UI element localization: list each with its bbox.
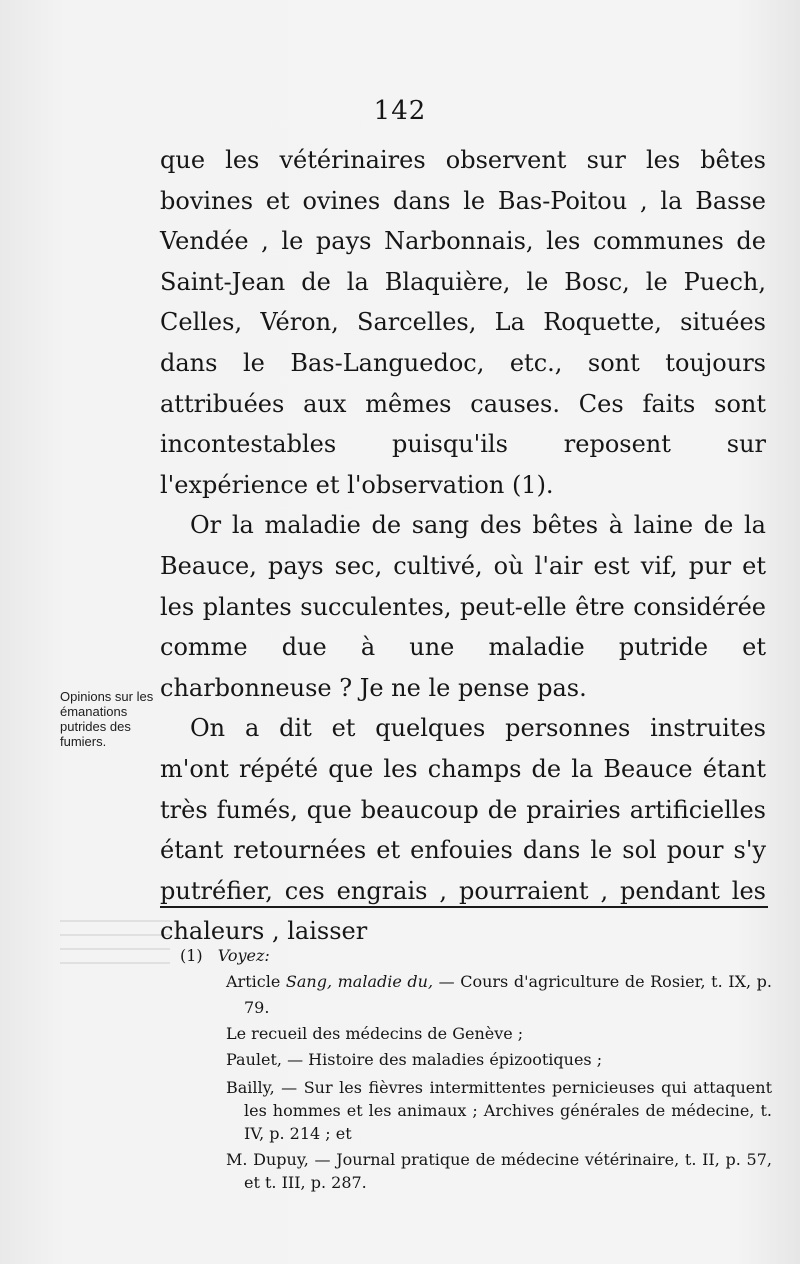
paragraph-3: On a dit et quelques personnes instruites m'ont répété que les champs de la Beauce étant très fumés, que beaucoup de prairies artificielles étant retournées et enfouies dans le sol pour s'y putréfier, ces engrais , pourraient , pendant les chaleurs , laisser bbox=[160, 714, 766, 946]
page-number: 142 bbox=[373, 96, 427, 126]
footnote-item-prefix: Article bbox=[226, 972, 286, 991]
footnote-separator bbox=[160, 906, 768, 908]
footnote-item-rest: — Cours d'agriculture de Rosier, t. IX, p. 79. bbox=[244, 972, 772, 1017]
footnote-lead bbox=[180, 943, 772, 969]
paragraph-2: Or la maladie de sang des bêtes à laine de la Beauce, pays sec, cultivé, où l'air est vif, pur et les plantes succulentes, peut-elle être considérée comme due à une maladie putride et charbonneuse ? Je ne le pense pas. bbox=[160, 511, 766, 702]
main-text bbox=[160, 140, 766, 952]
footnote-item bbox=[180, 1148, 772, 1194]
footnote-item bbox=[180, 1021, 772, 1047]
footnotes bbox=[180, 943, 772, 1194]
footnote-item-prefix: Bailly, — Sur les fièvres intermittentes pernicieuses qui attaquent les hommes et les animaux ; Archives générales de médecine, t. IV, p. 214 ; et bbox=[226, 1078, 772, 1143]
footnote-item-prefix: Le recueil des médecins de Genève ; bbox=[226, 1024, 524, 1043]
footnote-item bbox=[180, 969, 772, 1021]
footnote-item-italic: Sang, maladie du, bbox=[285, 972, 434, 991]
margin-note: Opinions sur les émanations putrides des fumiers. bbox=[60, 689, 154, 749]
bleed-through-artifact bbox=[60, 914, 170, 964]
footnote-marker: (1) bbox=[180, 946, 203, 965]
footnote-item-prefix: M. Dupuy, — Journal pratique de médecine vétérinaire, t. II, p. 57, et t. III, p. 287. bbox=[226, 1150, 772, 1192]
footnote-item bbox=[180, 1047, 772, 1073]
footnote-label: Voyez: bbox=[217, 946, 270, 965]
footnote-item-prefix: Paulet, — Histoire des maladies épizootiques ; bbox=[226, 1050, 603, 1069]
footnote-item bbox=[180, 1076, 772, 1145]
paragraph-1: que les vétérinaires observent sur les bêtes bovines et ovines dans le Bas-Poitou , la Basse Vendée , le pays Narbonnais, les communes de Saint-Jean de la Blaquière, le Bosc, le Puech, Celles, Véron, Sarcelles, La Roquette, situées dans le Bas-Languedoc, etc., sont toujours attribuées aux mêmes causes. Ces faits sont incontestables puisqu'ils reposent sur l'expérience et l'observation (1). bbox=[160, 146, 766, 499]
